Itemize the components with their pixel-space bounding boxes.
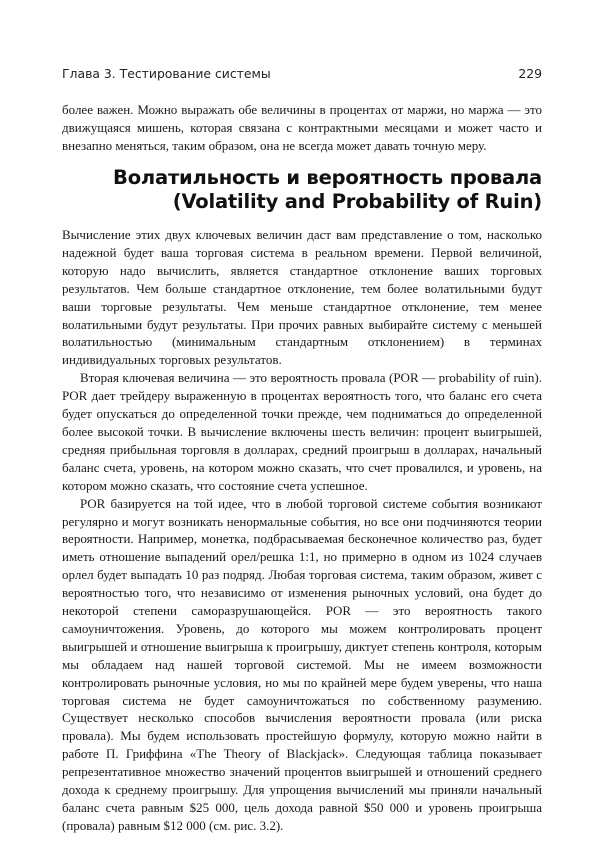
running-header — [62, 64, 542, 84]
chapter-title: Глава 3. Тестирование системы — [62, 66, 271, 81]
body-paragraph-1: Вычисление этих двух ключевых величин даст вам представление о том, насколько надежной будет ваша торговая система в реальном времени. Первой величиной, которую надо вычислить, является стандартное отклонение ваших торговых результатов. Чем больше стандартное отклонение, тем более волатильными будут ваши торговые результаты. Чем меньше стандартное отклонение, тем менее волатильными будут результаты. При прочих равных выбирайте систему с меньшей волатильностью (минимальным стандартным отклонением) в терминах индивидуальных торговых результатов. — [62, 227, 542, 368]
intro-text-block — [62, 101, 542, 155]
section-title-russian: Волатильность и вероятность провала — [113, 166, 542, 189]
section-title-english: (Volatility and Probability of Ruin) — [172, 190, 542, 213]
section-body — [62, 226, 542, 835]
section-heading — [62, 166, 542, 214]
page-number: 229 — [518, 66, 542, 81]
body-paragraph-2: Вторая ключевая величина — это вероятность провала (POR — probability of ruin). POR дает трейдеру выраженную в процентах вероятность того, что баланс его счета будет опускаться до определенной точки прежде, чем подниматься до определенной более высокой точки. В вычисление включены шесть величин: процент выигрышей, средняя прибыльная торговля в долларах, средний проигрыш в долларах, начальный баланс счета, уровень, на котором можно сказать, что счет провалился, и уровень, на котором можно сказать, что состояние счета успешное. — [62, 370, 542, 493]
intro-paragraph: более важен. Можно выражать обе величины в процентах от маржи, но маржа — это движущаяся мишень, которая связана с контрактными месяцами и может часто и внезапно меняться, таким образом, она не всегда может давать точную меру. — [62, 102, 542, 153]
body-paragraph-3: POR базируется на той идее, что в любой торговой системе события возникают регулярно и могут возникать ненормальные события, но все они подчиняются теории вероятности. Например, монетка, подбрасываемая бесконечное количество раз, будет иметь отношение выпадений орел/решка 1:1, но примерно в одном из 1024 случаев орлел будет выпадать 10 раз подряд. Любая торговая система, таким образом, живет с вероятностью того, что независимо от изменения рыночных условий, она будет до некоторой степени саморазрушающейся. POR — это вероятность такого самоуничтожения. Уровень, до которого мы можем контролировать процент выигрышей и отношение выигрыша к проигрышу, диктует степень контроля, которым мы обладаем над нашей торговой системой. Мы не имеем возможности контролировать рыночные условия, но мы по крайней мере будем уверены, что наша торговая система не будет самоуничтожаться по собственному разумению. Существует несколько способов вычисления вероятности провала (или риска провала). Мы будем использовать простейшую формулу, которую можно найти в работе П. Гриффина «The Theory of Blackjack». Следующая таблица показывает репрезентативное множество значений процентов выигрышей и отношений среднего дохода к среднему проигрышу. Для упрощения вычислений мы приняли начальный баланс счета равным $25 000, цель дохода равной $50 000 и уровень проигрыша (провала) равным $12 000 (см. рис. 3.2). — [62, 495, 542, 833]
